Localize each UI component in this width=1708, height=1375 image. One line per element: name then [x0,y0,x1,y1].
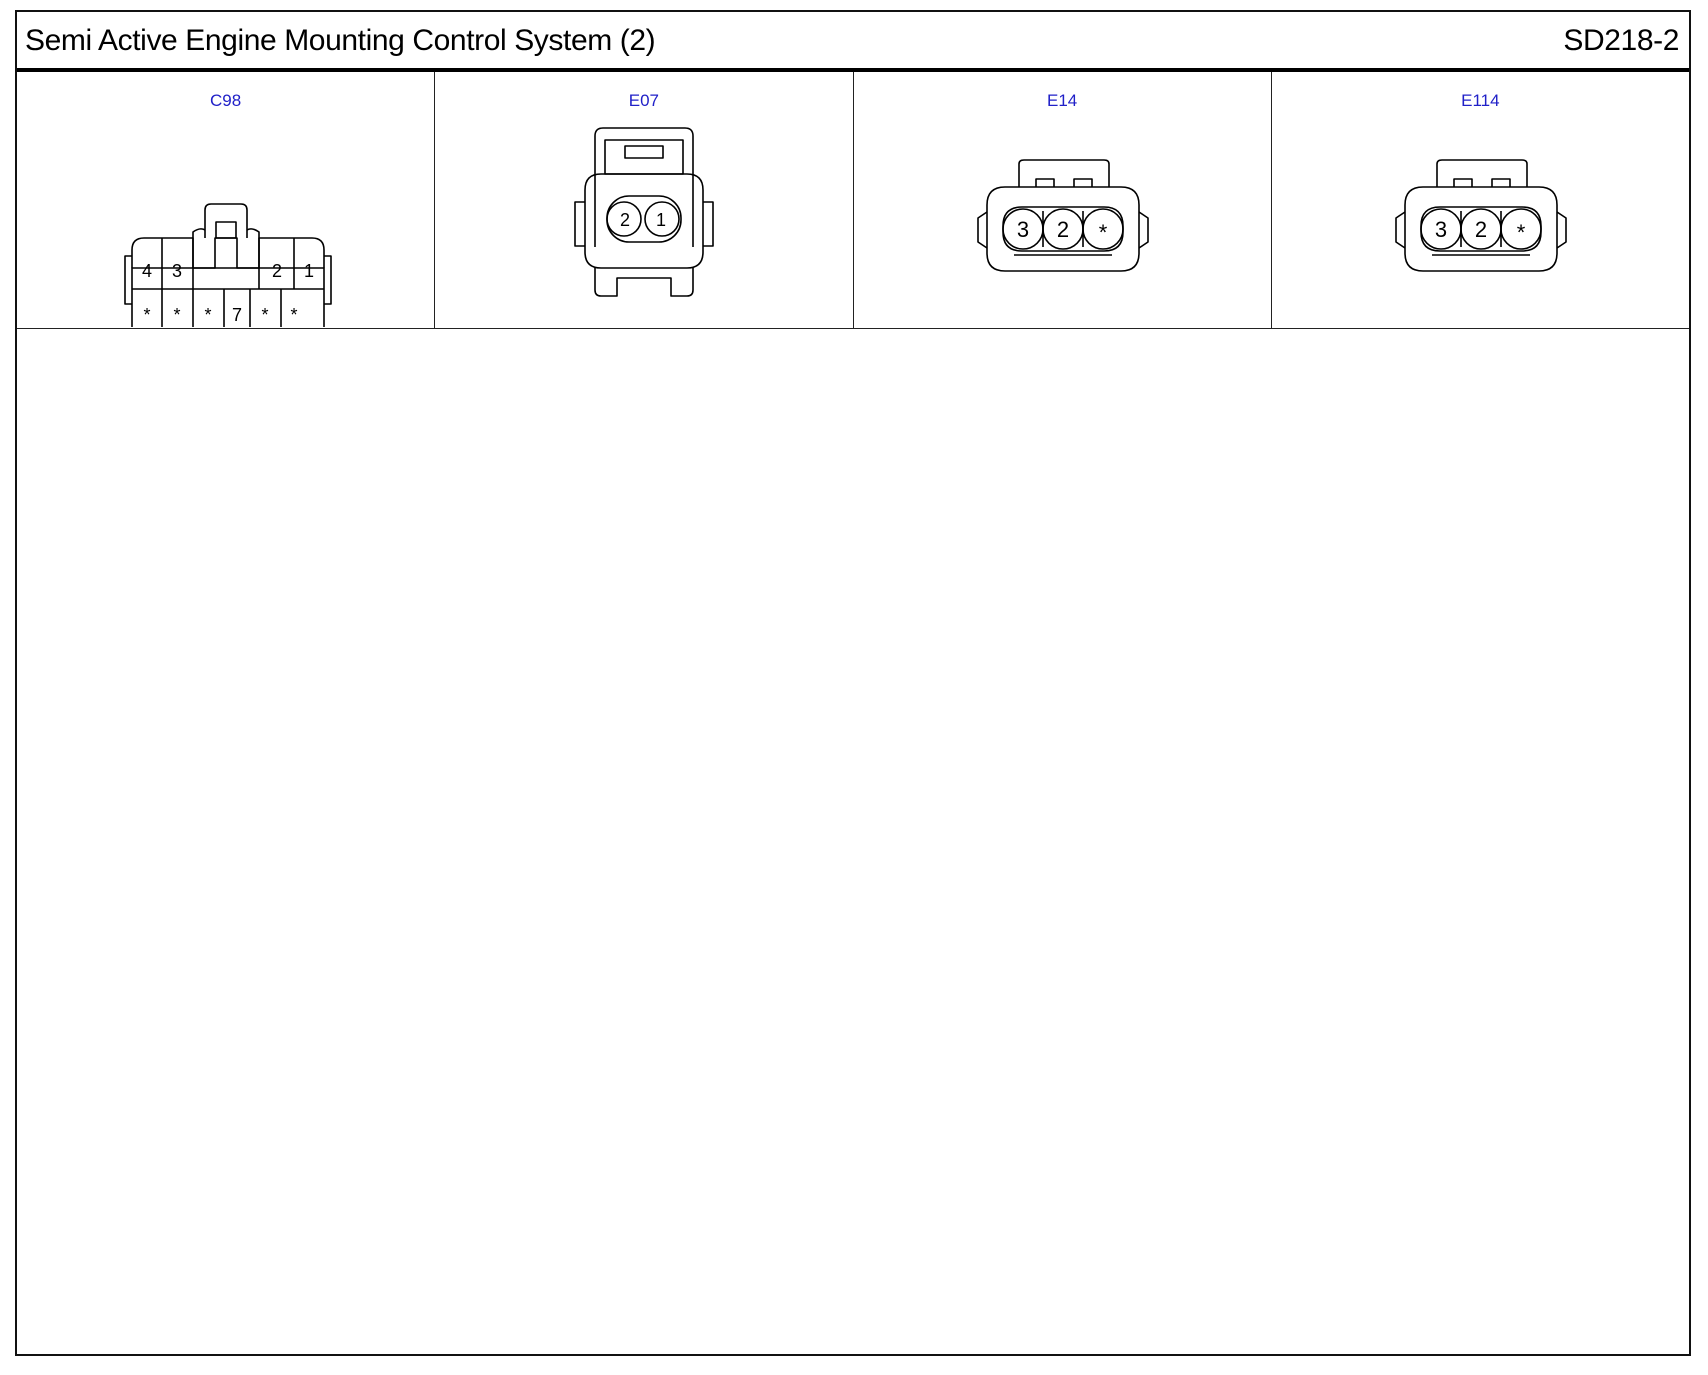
page-title: Semi Active Engine Mounting Control System (2) [25,24,656,57]
pin-label: * [204,305,212,325]
diagram-body [17,329,1689,1354]
connector-row [17,72,1689,329]
diagram-sheet [15,10,1691,1356]
pin-label: 2 [1474,217,1487,242]
pin-label: 3 [1434,217,1447,242]
page-code: SD218-2 [1563,24,1679,57]
connector-e14-icon [854,72,1272,327]
pin-label: 3 [1016,217,1029,242]
pin-label: 4 [141,261,153,281]
pin-label: 2 [1056,217,1069,242]
pin-label: 7 [231,305,243,325]
pin-label: * [290,305,298,325]
connector-e07-icon [435,72,853,327]
pin-label: * [1516,220,1526,245]
pin-label: * [143,305,151,325]
pin-label: * [261,305,269,325]
connector-cell-e07 [434,72,852,328]
title-bar [17,12,1689,72]
connector-label-e14: E14 [1047,91,1078,110]
pin-label: * [173,305,181,325]
connector-cell-c98 [17,72,434,328]
pin-label: * [1098,220,1107,245]
pin-label: 1 [656,210,667,230]
connector-e114-icon [1272,72,1690,327]
connector-cell-e14 [853,72,1271,328]
connector-cell-e114 [1271,72,1689,328]
connector-c98-icon [17,72,435,327]
connector-label-e07: E07 [628,91,659,110]
pin-label: 2 [620,210,631,230]
pin-label: 1 [303,261,315,281]
connector-label-e114: E114 [1461,91,1500,110]
connector-label-c98: C98 [210,91,242,110]
pin-label: 3 [171,261,183,281]
pin-label: 2 [271,261,283,281]
